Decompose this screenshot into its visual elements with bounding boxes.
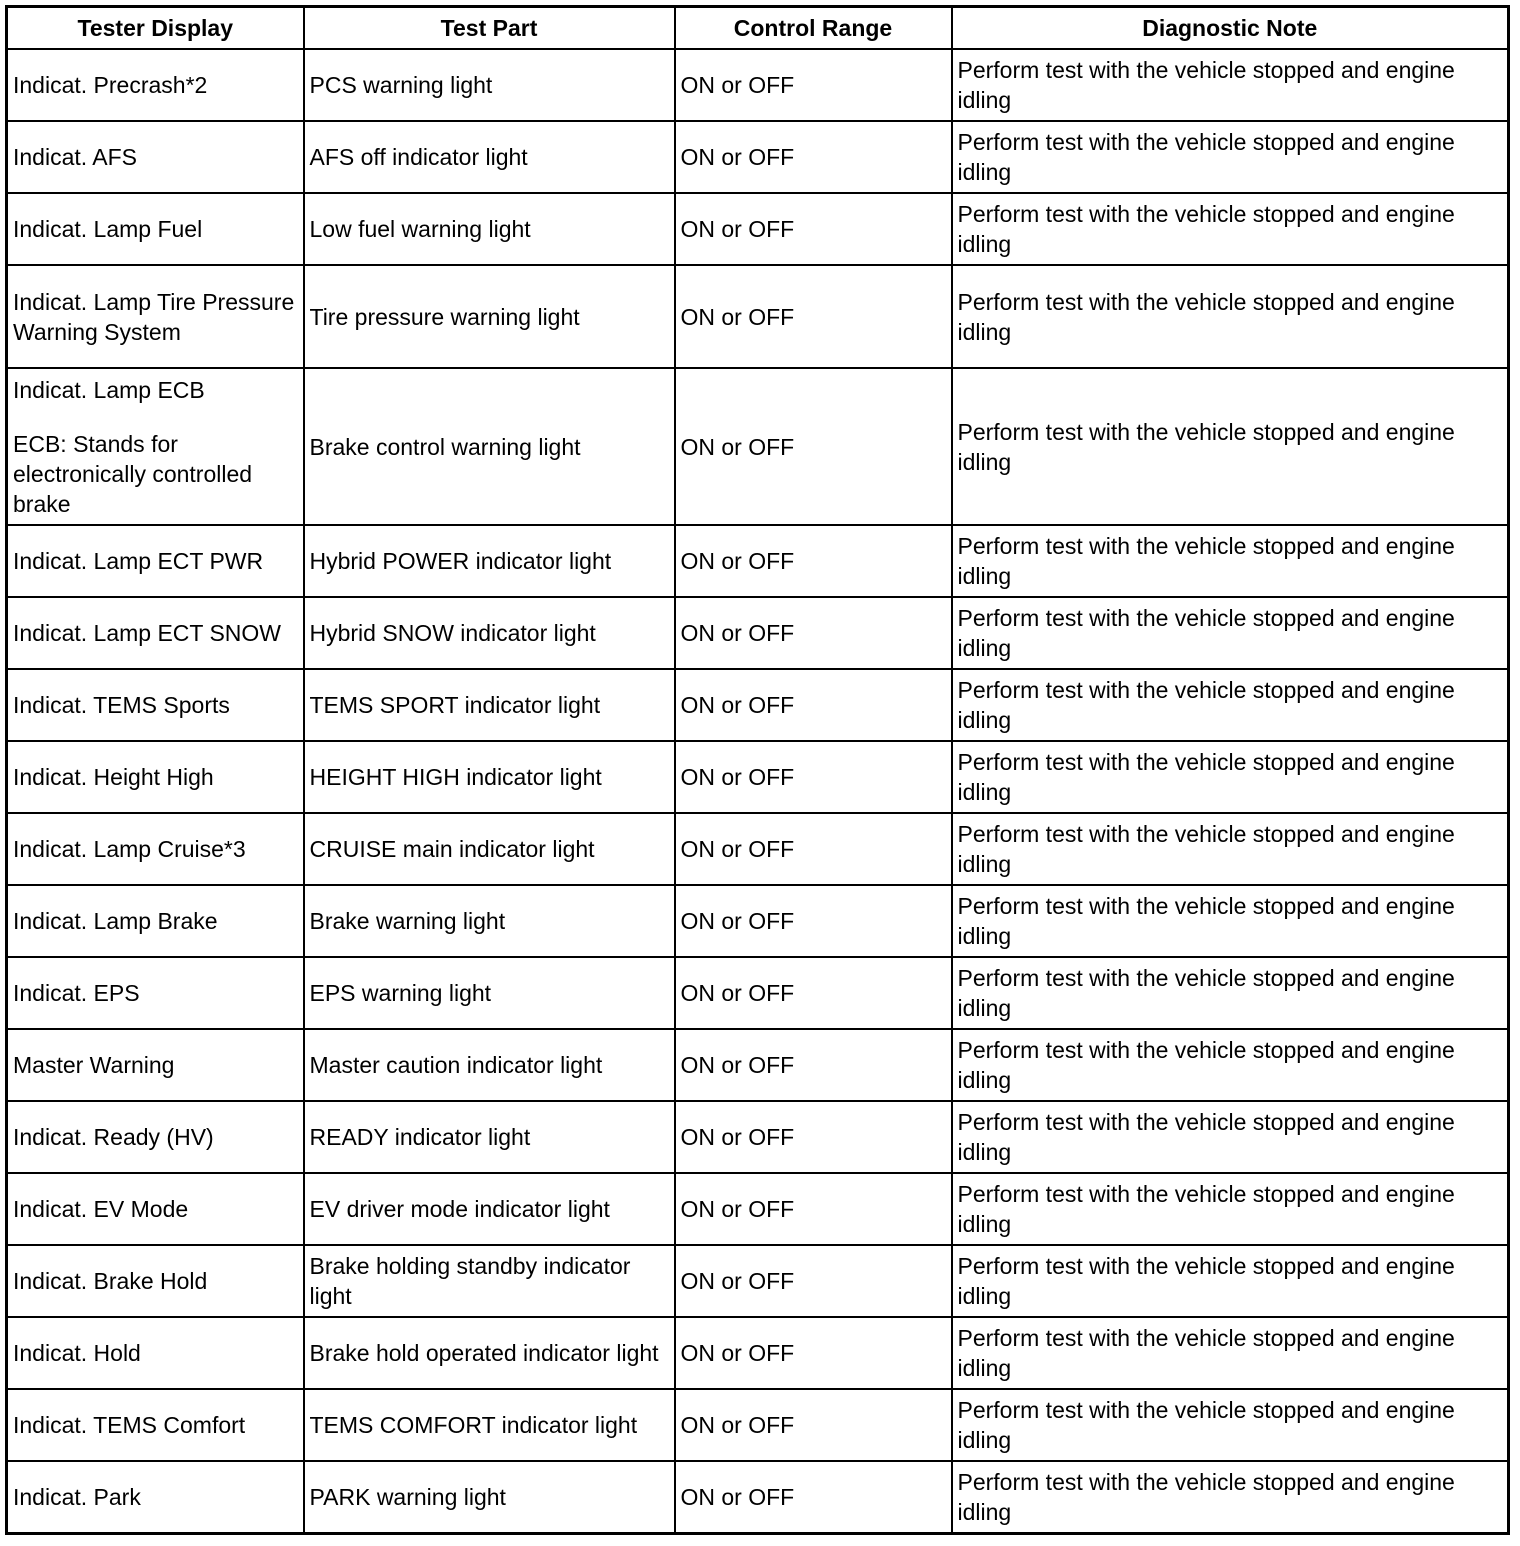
- tester-display-cell: Indicat. Lamp Cruise*3: [7, 813, 304, 885]
- diagnostic-note-cell: Perform test with the vehicle stopped and engine idling: [952, 1029, 1509, 1101]
- tester-display-cell: Indicat. EPS: [7, 957, 304, 1029]
- tester-display-cell: Indicat. Height High: [7, 741, 304, 813]
- table-row: [7, 1461, 1509, 1533]
- header-diagnostic-note: Diagnostic Note: [952, 7, 1509, 50]
- tester-display-cell: Indicat. TEMS Sports: [7, 669, 304, 741]
- test-part-cell: READY indicator light: [304, 1101, 675, 1173]
- table-row: [7, 885, 1509, 957]
- control-range-cell: ON or OFF: [675, 265, 952, 368]
- test-part-cell: Tire pressure warning light: [304, 265, 675, 368]
- header-row: [7, 7, 1509, 50]
- table-row: [7, 1317, 1509, 1389]
- test-part-cell: HEIGHT HIGH indicator light: [304, 741, 675, 813]
- test-part-cell: AFS off indicator light: [304, 121, 675, 193]
- table-row: [7, 1389, 1509, 1461]
- control-range-cell: ON or OFF: [675, 368, 952, 525]
- diagnostic-note-cell: Perform test with the vehicle stopped and engine idling: [952, 49, 1509, 121]
- table-row: [7, 1029, 1509, 1101]
- tester-display-text: Indicat. Lamp ECB: [13, 376, 205, 403]
- control-range-cell: ON or OFF: [675, 885, 952, 957]
- tester-display-cell: Indicat. Lamp ECT SNOW: [7, 597, 304, 669]
- diagnostic-note-cell: Perform test with the vehicle stopped and engine idling: [952, 741, 1509, 813]
- table-row: [7, 1173, 1509, 1245]
- control-range-cell: ON or OFF: [675, 193, 952, 265]
- diagnostic-note-cell: Perform test with the vehicle stopped and engine idling: [952, 1461, 1509, 1533]
- tester-display-cell: [7, 368, 304, 525]
- tester-display-cell: Indicat. Lamp Brake: [7, 885, 304, 957]
- test-part-cell: Hybrid POWER indicator light: [304, 525, 675, 597]
- diagnostic-note-cell: Perform test with the vehicle stopped and engine idling: [952, 525, 1509, 597]
- control-range-cell: ON or OFF: [675, 669, 952, 741]
- diagnostic-note-cell: Perform test with the vehicle stopped and engine idling: [952, 1245, 1509, 1317]
- control-range-cell: ON or OFF: [675, 1029, 952, 1101]
- test-part-cell: Master caution indicator light: [304, 1029, 675, 1101]
- header-control-range: Control Range: [675, 7, 952, 50]
- table-row: [7, 741, 1509, 813]
- control-range-cell: ON or OFF: [675, 1173, 952, 1245]
- header-tester-display: Tester Display: [7, 7, 304, 50]
- table-row: [7, 1101, 1509, 1173]
- tester-display-cell: Indicat. Park: [7, 1461, 304, 1533]
- active-test-table: [5, 5, 1510, 1535]
- tester-display-cell: Indicat. Hold: [7, 1317, 304, 1389]
- test-part-cell: Brake hold operated indicator light: [304, 1317, 675, 1389]
- tester-display-cell: Indicat. Lamp ECT PWR: [7, 525, 304, 597]
- table-row: [7, 1245, 1509, 1317]
- control-range-cell: ON or OFF: [675, 1461, 952, 1533]
- diagnostic-note-cell: Perform test with the vehicle stopped and engine idling: [952, 813, 1509, 885]
- test-part-cell: TEMS SPORT indicator light: [304, 669, 675, 741]
- tester-display-footnote: ECB: Stands for electronically controlled brake: [13, 430, 253, 517]
- table-row: [7, 368, 1509, 525]
- test-part-cell: Brake control warning light: [304, 368, 675, 525]
- control-range-cell: ON or OFF: [675, 741, 952, 813]
- table-row: [7, 813, 1509, 885]
- test-part-cell: Hybrid SNOW indicator light: [304, 597, 675, 669]
- control-range-cell: ON or OFF: [675, 1245, 952, 1317]
- header-test-part: Test Part: [304, 7, 675, 50]
- table-row: [7, 193, 1509, 265]
- test-part-cell: CRUISE main indicator light: [304, 813, 675, 885]
- test-part-cell: Brake warning light: [304, 885, 675, 957]
- tester-display-cell: Indicat. EV Mode: [7, 1173, 304, 1245]
- test-part-cell: PARK warning light: [304, 1461, 675, 1533]
- tester-display-cell: Indicat. Ready (HV): [7, 1101, 304, 1173]
- control-range-cell: ON or OFF: [675, 1101, 952, 1173]
- diagnostic-note-cell: Perform test with the vehicle stopped and engine idling: [952, 193, 1509, 265]
- diagnostic-note-cell: Perform test with the vehicle stopped and engine idling: [952, 1173, 1509, 1245]
- diagnostic-note-cell: Perform test with the vehicle stopped and engine idling: [952, 669, 1509, 741]
- tester-display-cell: Master Warning: [7, 1029, 304, 1101]
- diagnostic-note-cell: Perform test with the vehicle stopped and engine idling: [952, 885, 1509, 957]
- control-range-cell: ON or OFF: [675, 813, 952, 885]
- diagnostic-note-cell: Perform test with the vehicle stopped and engine idling: [952, 265, 1509, 368]
- tester-display-cell: Indicat. AFS: [7, 121, 304, 193]
- tester-display-cell: Indicat. Precrash*2: [7, 49, 304, 121]
- tester-display-cell: Indicat. Brake Hold: [7, 1245, 304, 1317]
- tester-display-cell: Indicat. Lamp Tire Pressure Warning System: [7, 265, 304, 368]
- control-range-cell: ON or OFF: [675, 1389, 952, 1461]
- test-part-cell: EV driver mode indicator light: [304, 1173, 675, 1245]
- test-part-cell: Brake holding standby indicator light: [304, 1245, 675, 1317]
- diagnostic-note-cell: Perform test with the vehicle stopped and engine idling: [952, 1317, 1509, 1389]
- table-row: [7, 265, 1509, 368]
- tester-display-cell: Indicat. TEMS Comfort: [7, 1389, 304, 1461]
- diagnostic-note-cell: Perform test with the vehicle stopped and engine idling: [952, 1389, 1509, 1461]
- control-range-cell: ON or OFF: [675, 121, 952, 193]
- test-part-cell: Low fuel warning light: [304, 193, 675, 265]
- diagnostic-note-cell: Perform test with the vehicle stopped and engine idling: [952, 1101, 1509, 1173]
- test-part-cell: TEMS COMFORT indicator light: [304, 1389, 675, 1461]
- control-range-cell: ON or OFF: [675, 597, 952, 669]
- diagnostic-note-cell: Perform test with the vehicle stopped and engine idling: [952, 368, 1509, 525]
- tester-display-cell: Indicat. Lamp Fuel: [7, 193, 304, 265]
- test-part-cell: PCS warning light: [304, 49, 675, 121]
- control-range-cell: ON or OFF: [675, 1317, 952, 1389]
- control-range-cell: ON or OFF: [675, 49, 952, 121]
- control-range-cell: ON or OFF: [675, 525, 952, 597]
- diagnostic-note-cell: Perform test with the vehicle stopped and engine idling: [952, 121, 1509, 193]
- table-row: [7, 49, 1509, 121]
- diagnostic-note-cell: Perform test with the vehicle stopped and engine idling: [952, 957, 1509, 1029]
- control-range-cell: ON or OFF: [675, 957, 952, 1029]
- diagnostic-note-cell: Perform test with the vehicle stopped and engine idling: [952, 597, 1509, 669]
- test-part-cell: EPS warning light: [304, 957, 675, 1029]
- table-row: [7, 525, 1509, 597]
- table-row: [7, 957, 1509, 1029]
- table-row: [7, 597, 1509, 669]
- table-row: [7, 669, 1509, 741]
- table-row: [7, 121, 1509, 193]
